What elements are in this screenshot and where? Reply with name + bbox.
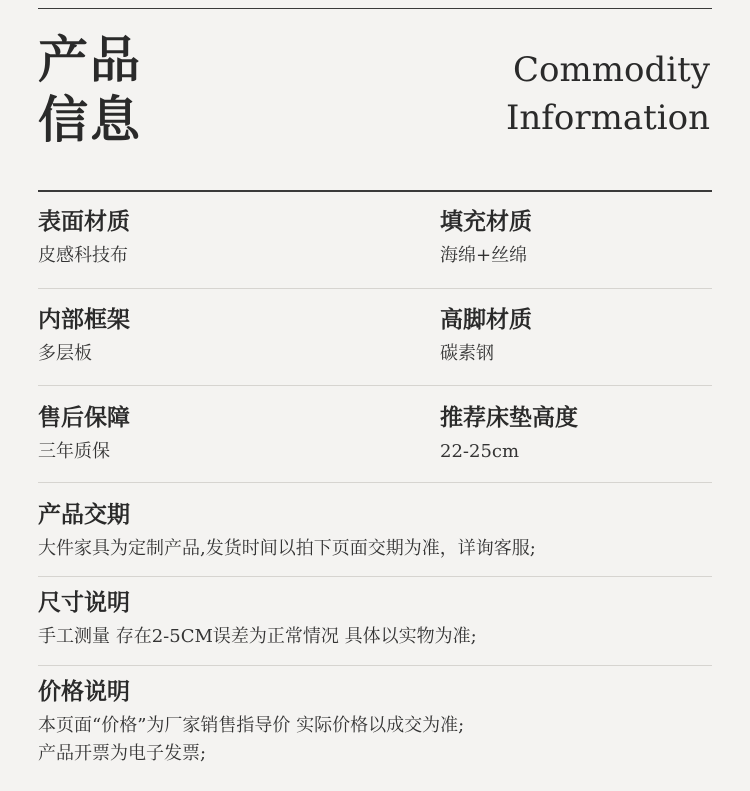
header-rule <box>38 190 712 192</box>
note-price-description <box>38 676 464 768</box>
divider <box>38 665 712 666</box>
note-text: 手工测量 存在2-5CM误差为正常情况 具体以实物为准; <box>38 626 477 647</box>
spec-label: 内部框架 <box>38 306 130 333</box>
spec-label: 表面材质 <box>38 208 130 235</box>
top-rule <box>38 8 712 9</box>
title-cn-line-2: 信息 <box>38 90 142 149</box>
spec-surface-material <box>38 206 130 270</box>
spec-label: 高脚材质 <box>440 306 532 333</box>
spec-label: 填充材质 <box>440 208 532 235</box>
spec-inner-frame <box>38 304 130 368</box>
spec-value: 海绵+丝绵 <box>440 245 528 266</box>
note-label: 尺寸说明 <box>38 589 130 616</box>
divider <box>38 288 712 289</box>
note-size-description <box>38 587 477 651</box>
spec-value: 多层板 <box>38 343 92 364</box>
spec-label: 售后保障 <box>38 404 130 431</box>
note-text: 本页面“价格”为厂家销售指导价 实际价格以成交为准; <box>38 715 465 736</box>
title-chinese <box>38 30 142 150</box>
title-english <box>506 46 710 142</box>
note-label: 产品交期 <box>38 501 130 528</box>
divider <box>38 385 712 386</box>
spec-value: 22-25cm <box>440 441 520 462</box>
title-en-line-2: Information <box>505 98 710 138</box>
spec-after-sales <box>38 402 130 466</box>
spec-filling-material <box>440 206 532 270</box>
title-cn-line-1: 产品 <box>38 30 142 89</box>
spec-leg-material <box>440 304 532 368</box>
title-en-line-1: Commodity <box>513 50 710 90</box>
spec-value: 碳素钢 <box>440 343 494 364</box>
spec-label: 推荐床垫高度 <box>440 404 578 431</box>
divider <box>38 576 712 577</box>
divider <box>38 482 712 483</box>
spec-value: 三年质保 <box>38 441 110 462</box>
note-delivery-time <box>38 499 536 563</box>
note-text: 大件家具为定制产品,发货时间以拍下页面交期为准，详询客服; <box>38 538 536 559</box>
spec-value: 皮感科技布 <box>38 245 128 266</box>
note-text: 产品开票为电子发票; <box>38 743 207 764</box>
spec-mattress-height <box>440 402 578 466</box>
note-label: 价格说明 <box>38 678 130 705</box>
